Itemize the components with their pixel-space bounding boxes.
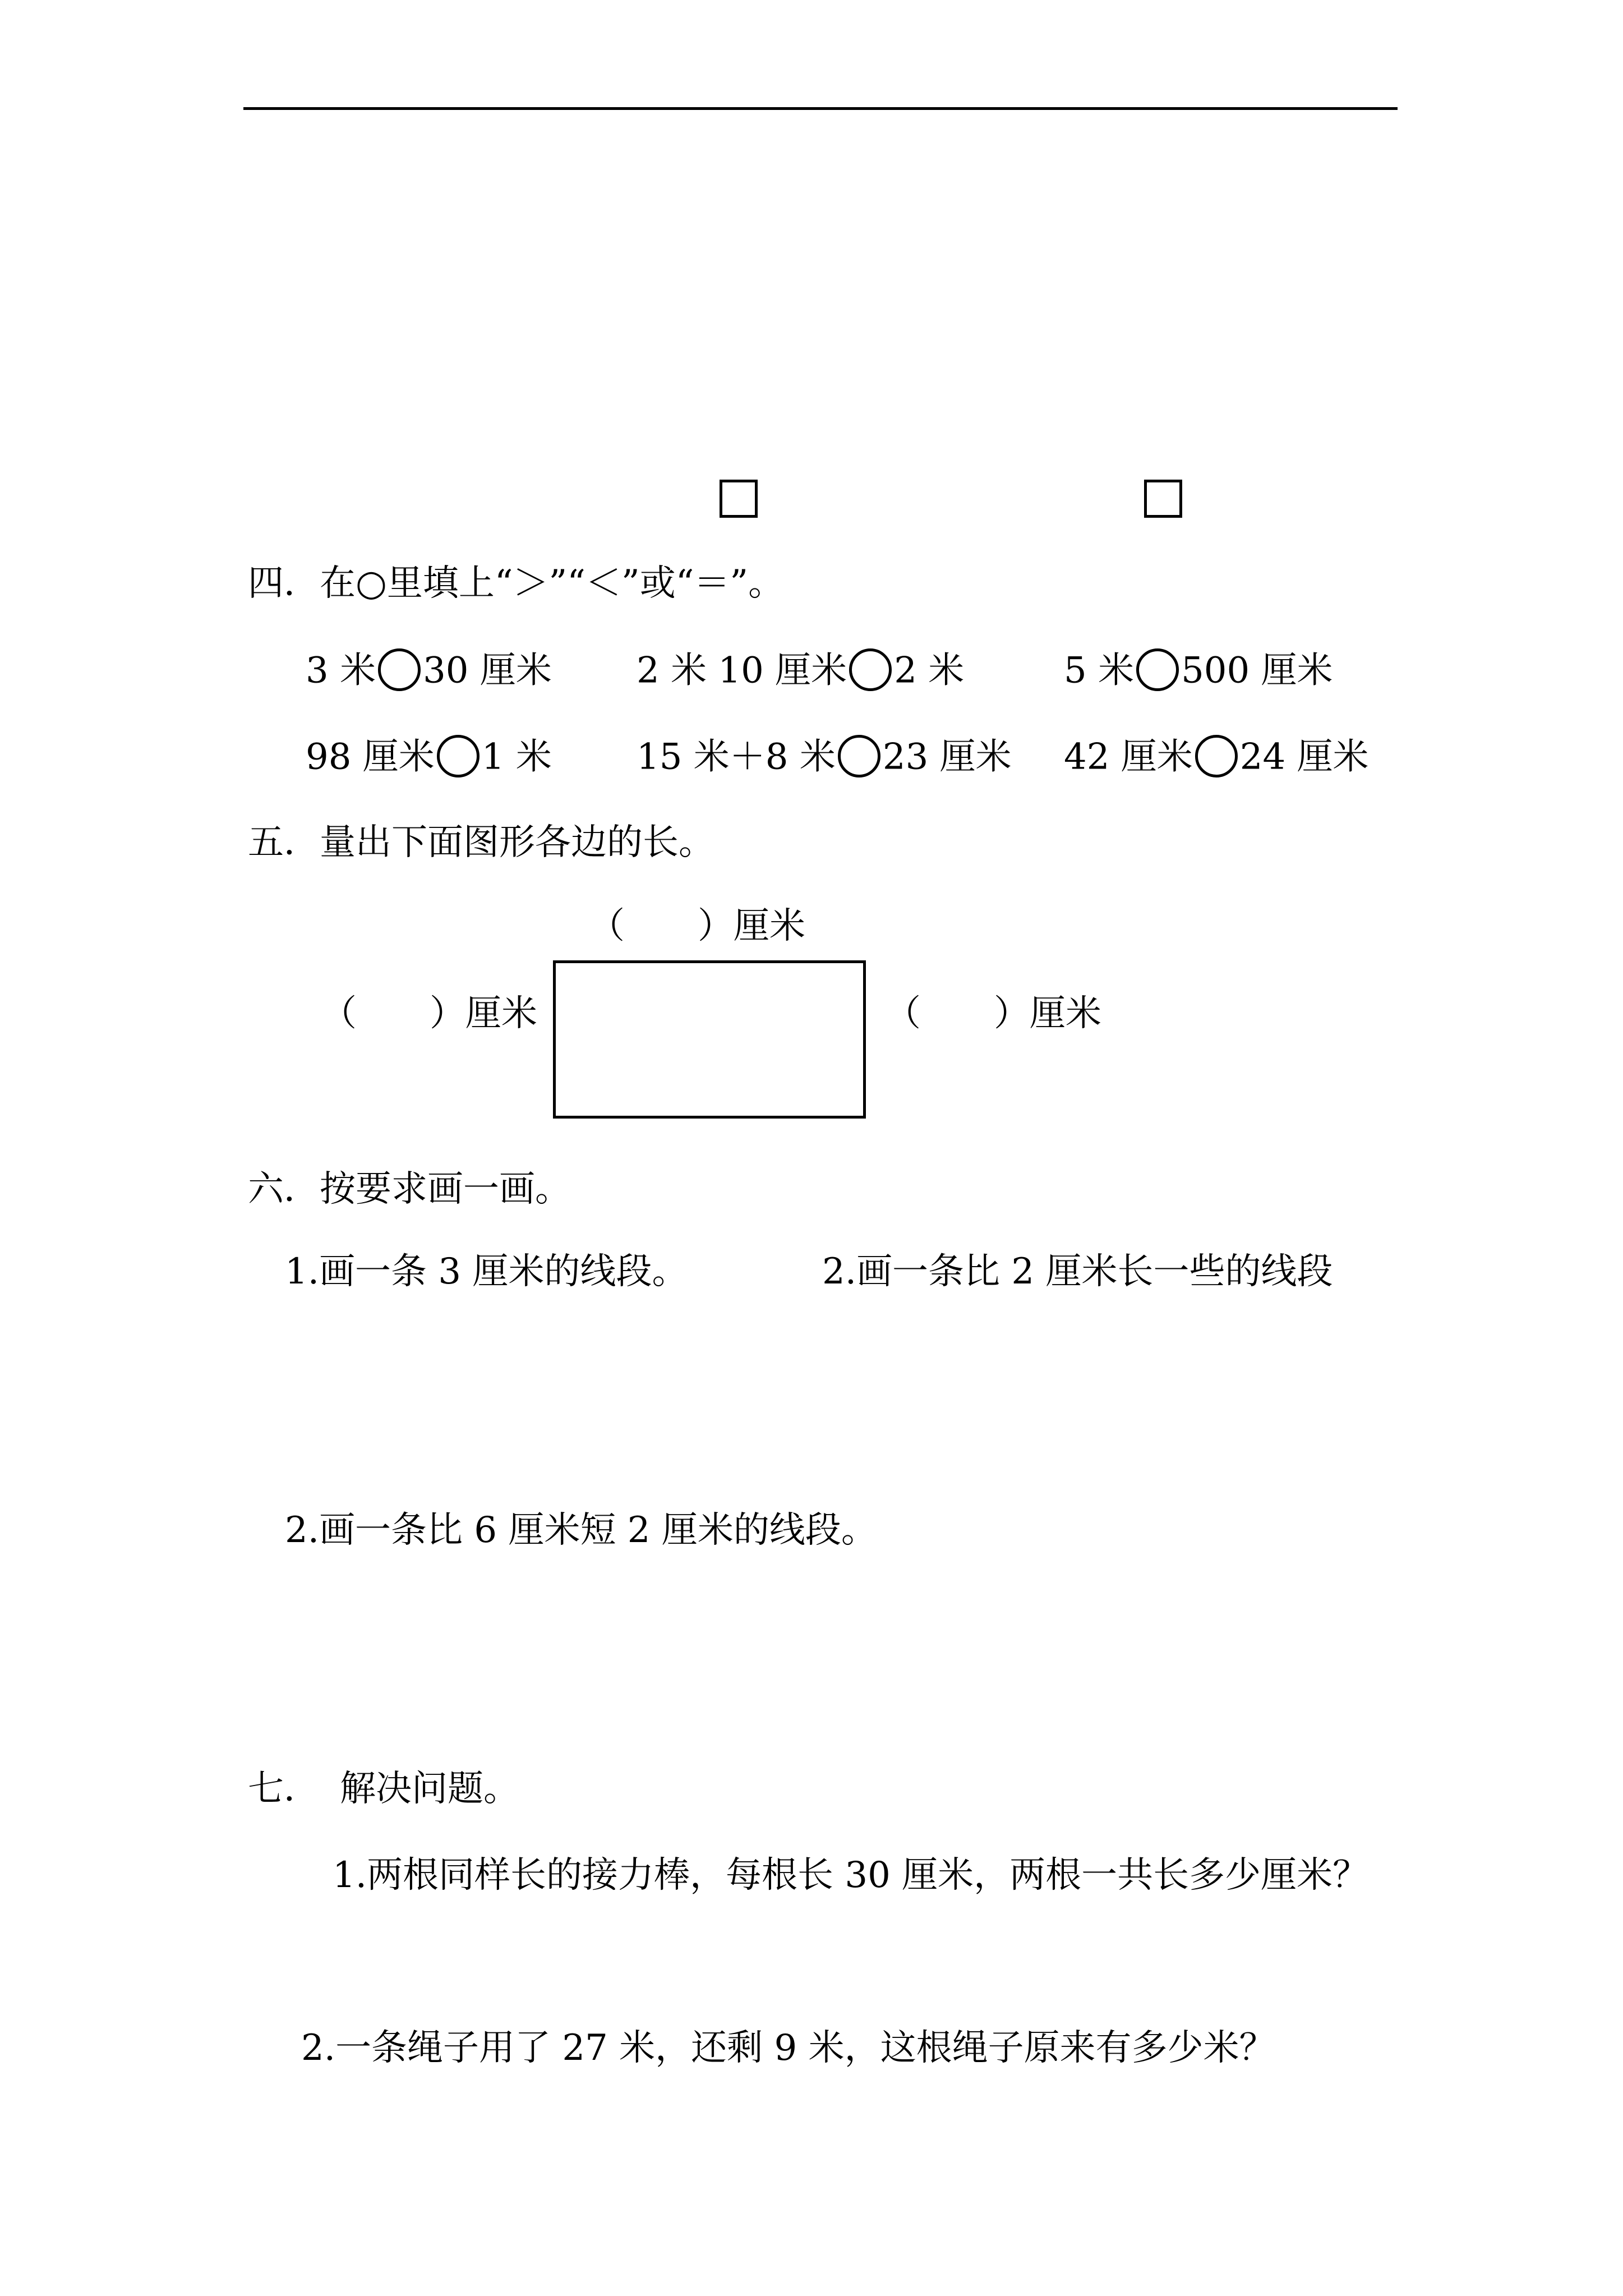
right-length-label: （ ）厘米 xyxy=(885,993,1101,1034)
word-problem-2: 2.一条绳子用了 27 米，还剩 9 米，这根绳子原来有多少米？ xyxy=(301,2027,1275,2069)
compare-circle[interactable] xyxy=(1136,648,1179,691)
compare-circle[interactable] xyxy=(1195,735,1238,777)
compare-item: 5 米 500 厘米 xyxy=(1064,652,1333,694)
compare-circle[interactable] xyxy=(437,735,479,777)
compare-circle[interactable] xyxy=(838,735,880,777)
compare-item: 2 米 10 厘米 2 米 xyxy=(637,652,964,694)
compare-circle[interactable] xyxy=(378,648,421,691)
section6-heading: 六．按要求画一画。 xyxy=(248,1168,571,1210)
compare-circle[interactable] xyxy=(849,648,892,691)
compare-item: 3 米 30 厘米 xyxy=(306,652,552,694)
answer-box-2[interactable] xyxy=(1144,480,1182,518)
header-rule xyxy=(243,107,1398,110)
top-length-label: （ ）厘米 xyxy=(589,905,805,947)
draw-task-1: 1.画一条 3 厘米的线段。 xyxy=(285,1251,688,1292)
section7-heading: 七． 解决问题。 xyxy=(248,1768,519,1810)
answer-box-1[interactable] xyxy=(720,480,758,518)
compare-item: 42 厘米 24 厘米 xyxy=(1064,738,1369,781)
rectangle-figure xyxy=(553,960,866,1119)
section4-heading: 四．在○里填上“＞”“＜”或“＝”。 xyxy=(248,563,785,604)
compare-item: 98 厘米 1 米 xyxy=(306,738,552,781)
section5-heading: 五．量出下面图形各边的长。 xyxy=(248,822,714,863)
compare-item: 15 米＋8 米 23 厘米 xyxy=(637,738,1012,781)
left-length-label: （ ）厘米 xyxy=(321,993,537,1034)
draw-task-3: 2.画一条比 6 厘米短 2 厘米的线段。 xyxy=(285,1510,877,1551)
word-problem-1: 1.两根同样长的接力棒，每根长 30 厘米，两根一共长多少厘米？ xyxy=(333,1855,1369,1896)
draw-task-2: 2.画一条比 2 厘米长一些的线段 xyxy=(822,1251,1333,1292)
